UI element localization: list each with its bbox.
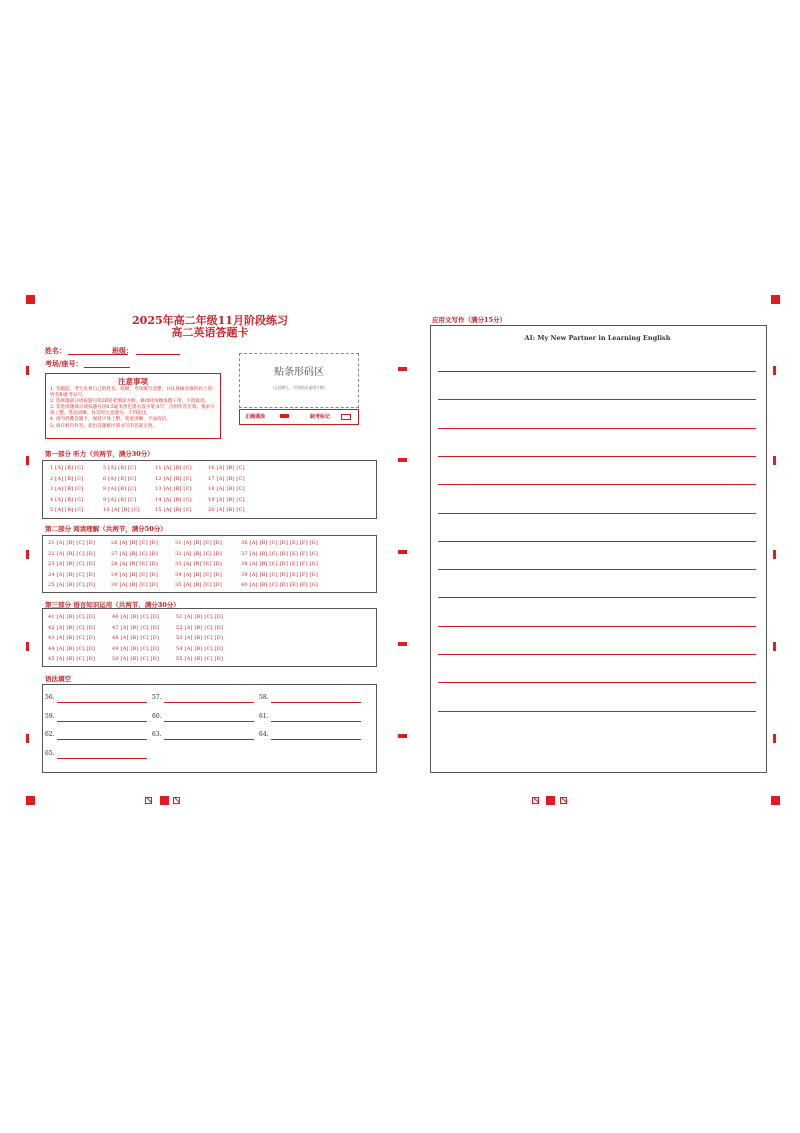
writing-line[interactable] [438,654,756,655]
writing-line[interactable] [438,513,756,514]
answer-option-group[interactable]: 11 [A] [B] [C] [155,465,192,471]
mid-marker [398,458,407,462]
name-label: 姓名： [45,346,66,355]
mid-marker [398,642,407,646]
writing-line[interactable] [438,569,756,570]
barcode-title: 贴条形码区 [274,367,324,378]
timing-mark-slash [532,797,539,804]
writing-line[interactable] [438,682,756,683]
side-marker-left [26,550,29,559]
answer-option-group[interactable]: 6 [A] [B] [C] [103,475,137,482]
side-marker-left [26,642,29,651]
grammar-blank-field[interactable] [271,721,361,722]
grammar-blank-field[interactable] [164,739,254,740]
grammar-blank-field[interactable] [271,702,361,703]
answer-option-group[interactable]: 15 [A] [B] [C] [155,507,192,513]
absent-label: 缺考标记 [310,414,331,420]
part3-heading: 第三部分 语言知识运用（共两节，满分30分） [45,601,180,609]
grammar-blank-label: 65. [45,749,55,757]
grammar-blank-field[interactable] [271,739,361,740]
timing-mark-slash [145,797,152,804]
part1-heading: 第一部分 听力（共两节，满分30分） [45,450,154,458]
grammar-blank-field[interactable] [57,758,147,759]
answer-option-group[interactable]: 17 [A] [B] [C] [208,475,245,482]
answer-option-group[interactable]: 12 [A] [B] [C] [155,475,192,482]
timing-mark-slash [560,797,567,804]
side-marker-right [773,642,776,651]
answer-option-group[interactable]: 20 [A] [B] [C] [208,507,245,513]
answer-option-group[interactable]: 52 [A] [B] [C] [D] [176,624,224,631]
correct-fill-label: 正确填涂 [245,414,266,420]
writing-line[interactable] [438,428,756,429]
grammar-blank-label: 64. [259,731,269,738]
writing-line[interactable] [438,484,756,485]
timing-mark-slash [173,797,180,804]
fill-example-box [239,409,359,425]
grammar-blank-field[interactable] [164,721,254,722]
corner-marker-top-left [26,295,35,304]
answer-option-group[interactable]: 33 [A] [B] [C] [D] [175,561,223,567]
answer-option-group[interactable]: 27 [A] [B] [C] [D] [111,550,159,557]
answer-option-group[interactable]: 36 [A] [B] [C] [D] [E] [F] [G] [241,540,319,546]
answer-option-group[interactable]: 4 [A] [B] [C] [50,496,84,503]
answer-option-group[interactable]: 32 [A] [B] [C] [D] [175,550,223,557]
corner-marker-bottom-right [771,796,780,805]
barcode-note: （正面朝上，切勿贴出虚线方框） [270,385,328,390]
answer-option-group[interactable]: 26 [A] [B] [C] [D] [111,540,159,546]
grammar-blank-field[interactable] [57,721,147,722]
answer-option-group[interactable]: 14 [A] [B] [C] [155,496,192,503]
corner-marker-top-right [771,295,780,304]
answer-option-group[interactable]: 3 [A] [B] [C] [50,486,84,492]
grammar-blank-label: 62. [45,731,55,738]
answer-option-group[interactable]: 37 [A] [B] [C] [D] [E] [F] [G] [241,550,319,557]
class-label: 班级： [112,346,133,355]
page-title-line2: 高二英语答题卡 [171,326,249,339]
answer-option-group[interactable]: 18 [A] [B] [C] [208,486,245,492]
side-marker-left [26,366,29,375]
answer-option-group[interactable]: 28 [A] [B] [C] [D] [111,561,159,567]
writing-answer-box [430,325,767,773]
notice-title: 注意事项 [118,377,148,386]
exam-room-field[interactable] [84,367,130,368]
answer-option-group[interactable]: 49 [A] [B] [C] [D] [112,645,160,652]
answer-option-group[interactable]: 40 [A] [B] [C] [D] [E] [F] [G] [241,582,319,588]
class-field[interactable] [136,354,180,355]
answer-option-group[interactable]: 48 [A] [B] [C] [D] [112,635,160,641]
answer-option-group[interactable]: 2 [A] [B] [C] [50,475,84,482]
writing-prompt-title: AI: My New Partner in Learning English [524,334,671,342]
answer-option-group[interactable]: 39 [A] [B] [C] [D] [E] [F] [G] [241,571,319,578]
grammar-answer-box [42,684,377,773]
mid-marker [398,367,407,371]
notice-box [45,373,221,439]
grammar-blank-field[interactable] [57,702,147,703]
answer-option-group[interactable]: 9 [A] [B] [C] [103,496,137,503]
grammar-blank-label: 63. [152,731,162,738]
answer-option-group[interactable]: 42 [A] [B] [C] [D] [48,624,96,631]
grammar-blank-field[interactable] [164,702,254,703]
answer-option-group[interactable]: 29 [A] [B] [C] [D] [111,571,159,578]
answer-option-group[interactable]: 35 [A] [B] [C] [D] [175,582,223,588]
answer-option-group[interactable]: 8 [A] [B] [C] [103,486,137,492]
exam-room-label: 考场/座号： [45,359,83,368]
answer-option-group[interactable]: 10 [A] [B] [C] [103,507,140,513]
writing-line[interactable] [438,711,756,712]
answer-option-group[interactable]: 25 [A] [B] [C] [D] [48,582,96,588]
notice-line: 5. 请在框内作答，超出答题框区域书写的答案无效。 [50,423,157,429]
corner-marker-bottom-mid-right [546,796,555,805]
answer-option-group[interactable]: 55 [A] [B] [C] [D] [176,656,224,662]
notice-line: 4. 请勿折叠答题卡，保持字体工整、笔迹清晰、卡面清洁。 [50,417,171,423]
answer-option-group[interactable]: 38 [A] [B] [C] [D] [E] [F] [G] [241,561,319,567]
answer-option-group[interactable]: 43 [A] [B] [C] [D] [48,635,96,641]
grammar-heading: 语法填空 [45,675,71,683]
grammar-blank-label: 56. [45,694,55,701]
writing-heading: 应用文写作（满分15分） [432,316,507,324]
side-marker-left [26,456,29,465]
side-marker-right [773,550,776,559]
writing-line[interactable] [438,371,756,372]
answer-option-group[interactable]: 30 [A] [B] [C] [D] [111,582,159,588]
side-marker-right [773,456,776,465]
answer-option-group[interactable]: 23 [A] [B] [C] [D] [48,561,96,567]
correct-fill-swatch [280,414,289,418]
side-marker-right [773,366,776,375]
answer-option-group[interactable]: 34 [A] [B] [C] [D] [175,571,223,578]
answer-option-group[interactable]: 21 [A] [B] [C] [D] [48,540,96,546]
answer-option-group[interactable]: 47 [A] [B] [C] [D] [112,624,160,631]
mid-marker [398,550,407,554]
absent-checkbox[interactable] [341,414,351,420]
answer-option-group[interactable]: 44 [A] [B] [C] [D] [48,645,96,652]
barcode-area [239,353,359,408]
writing-line[interactable] [438,626,756,627]
answer-option-group[interactable]: 50 [A] [B] [C] [D] [112,656,160,662]
page-title-line1: 2025年高二年级11月阶段练习 [132,314,288,327]
notice-line: 3. 非选择题部分请按题号用0.5毫米黑色墨水签字笔书写，否则作答无效。要求字体工整、笔迹清晰。作答时注意题号，不得超出。 [50,405,215,417]
side-marker-right [773,734,776,743]
grammar-blank-field[interactable] [57,739,147,740]
corner-marker-bottom-mid-left [160,796,169,805]
grammar-blank-label: 61. [259,712,269,720]
answer-option-group[interactable]: 16 [A] [B] [C] [208,465,245,471]
grammar-blank-label: 59. [45,712,55,720]
answer-option-group[interactable]: 46 [A] [B] [C] [D] [112,614,160,620]
side-marker-left [26,734,29,743]
answer-option-group[interactable]: 54 [A] [B] [C] [D] [176,645,224,652]
writing-line[interactable] [438,456,756,457]
writing-line[interactable] [438,541,756,542]
answer-option-group[interactable]: 5 [A] [B] [C] [50,507,84,513]
answer-option-group[interactable]: 45 [A] [B] [C] [D] [48,656,96,662]
notice-line: 1. 答题前，考生先将自己的姓名、班级、考场填写清楚，并认真核对条形码上的姓名和准考证号。 [50,387,213,399]
answer-option-group[interactable]: 24 [A] [B] [C] [D] [48,571,96,578]
grammar-blank-label: 60. [152,712,162,720]
answer-option-group[interactable]: 53 [A] [B] [C] [D] [176,635,224,641]
answer-option-group[interactable]: 5 [A] [B] [C] [103,465,137,471]
answer-option-group[interactable]: 13 [A] [B] [C] [155,486,192,492]
part2-heading: 第二部分 阅读理解（共两节，满分50分） [45,525,167,533]
answer-option-group[interactable]: 31 [A] [B] [C] [D] [175,540,223,546]
notice-line: 2. 选择题部分请按题号用2B铅笔填涂方框，修改时用橡皮擦干净，不留痕迹。 [50,399,210,405]
grammar-blank-label: 57. [152,694,162,701]
answer-option-group[interactable]: 19 [A] [B] [C] [208,496,245,503]
answer-option-group[interactable]: 22 [A] [B] [C] [D] [48,550,96,557]
answer-option-group[interactable]: 41 [A] [B] [C] [D] [48,614,96,620]
writing-line[interactable] [438,399,756,400]
answer-option-group[interactable]: 51 [A] [B] [C] [D] [176,614,224,620]
grammar-blank-label: 58. [259,694,269,701]
corner-marker-bottom-left [26,796,35,805]
answer-option-group[interactable]: 1 [A] [B] [C] [50,465,84,471]
mid-marker [398,734,407,738]
writing-line[interactable] [438,597,756,598]
